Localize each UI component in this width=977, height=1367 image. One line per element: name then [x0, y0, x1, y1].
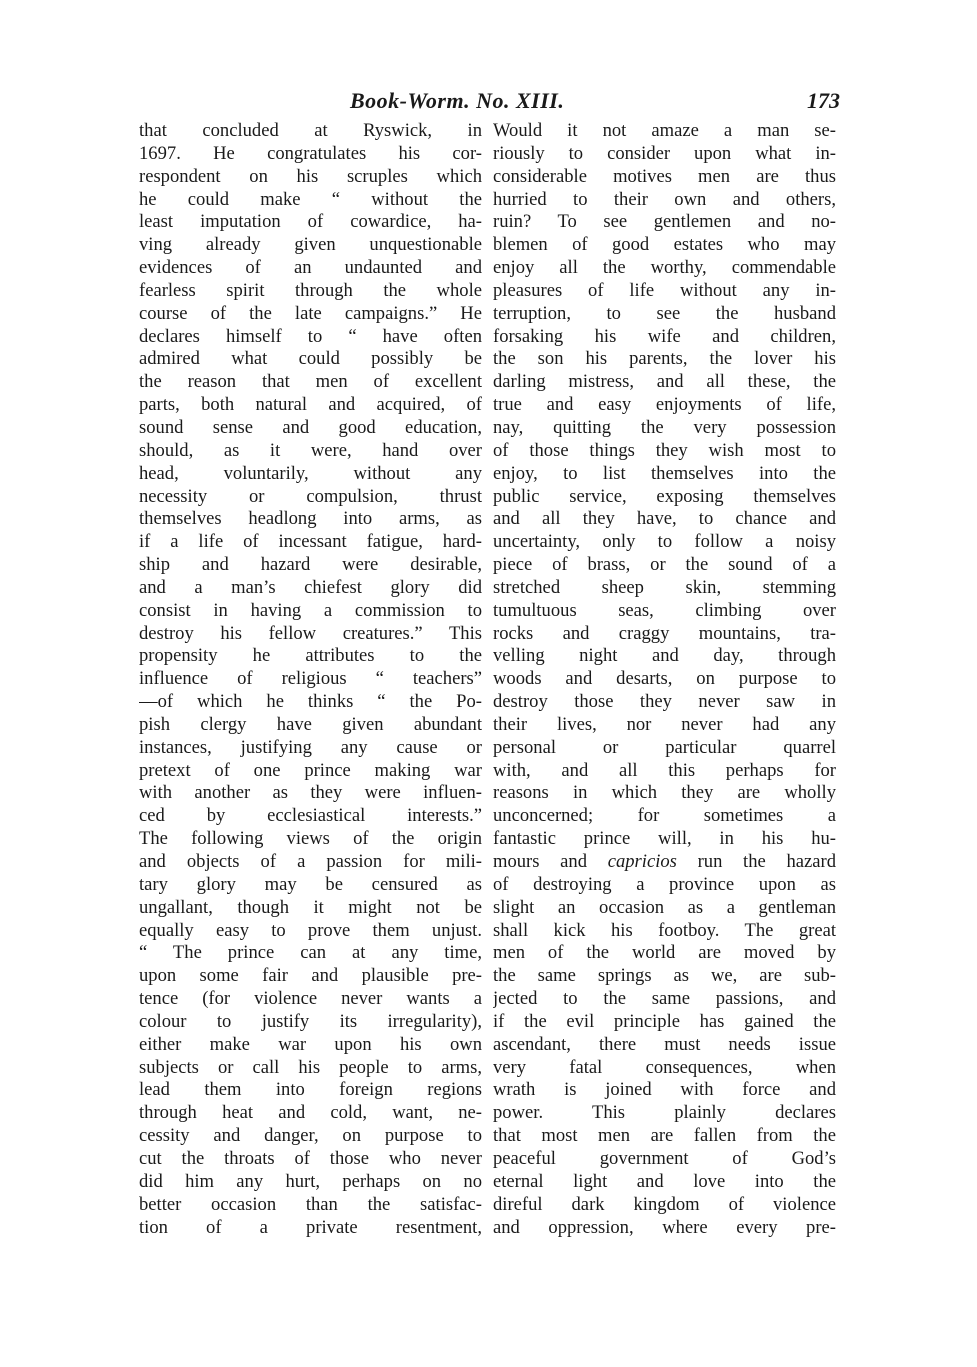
- text-line: and a man’s chiefest glory did: [139, 576, 482, 598]
- text-line: cut the throats of those who never: [139, 1147, 482, 1169]
- text-line: tence (for violence never wants a: [139, 988, 482, 1010]
- text-line: true and easy enjoyments of life,: [493, 394, 836, 416]
- text-line: of those things they wish most to: [493, 439, 836, 461]
- text-line: either make war upon his own: [139, 1033, 482, 1055]
- text-line: blemen of good estates who may: [493, 234, 836, 256]
- text-line: evidences of an undaunted and: [139, 257, 482, 279]
- text-line: uncertainty, only to follow a noisy: [493, 531, 836, 553]
- text-line: colour to justify its irregularity),: [139, 1010, 482, 1032]
- text-line: slight an occasion as a gentleman: [493, 896, 836, 918]
- text-line: the same springs as we, are sub-: [493, 965, 836, 987]
- text-line: destroy those they never saw in: [493, 691, 836, 713]
- text-line: upon some fair and plausible pre-: [139, 965, 482, 987]
- text-line: parts, both natural and acquired, of: [139, 394, 482, 416]
- text-line: equally easy to prove them unjust.: [139, 919, 482, 941]
- text-line: ving already given unquestionable: [139, 234, 482, 256]
- text-line: velling night and day, through: [493, 645, 836, 667]
- text-line: did him any hurt, perhaps on no: [139, 1170, 482, 1192]
- text-line: course of the late campaigns.” He: [139, 302, 482, 324]
- text-line: forsaking his wife and children,: [493, 325, 836, 347]
- text-line: respondent on his scruples which: [139, 165, 482, 187]
- text-line: the son his parents, the lover his: [493, 348, 836, 370]
- text-line: cessity and danger, on purpose to: [139, 1125, 482, 1147]
- text-line: considerable motives men are thus: [493, 165, 836, 187]
- right-text-column: [493, 120, 836, 1239]
- text-line: ungallant, though it might not be: [139, 896, 482, 918]
- page-header: [140, 88, 840, 120]
- text-line: he could make “ without the: [139, 188, 482, 210]
- text-line: and objects of a passion for mili-: [139, 851, 482, 872]
- text-line: fantastic prince will, in his hu-: [493, 828, 836, 850]
- text-line: rocks and craggy mountains, tra-: [493, 622, 836, 644]
- text-line: pish clergy have given abundant: [139, 713, 482, 735]
- text-line: and oppression, where every pre-: [493, 1216, 836, 1238]
- text-line: with, and all this perhaps for: [493, 759, 836, 781]
- text-line: if the evil principle has gained the: [493, 1010, 836, 1032]
- text-line: instances, justifying any cause or: [139, 736, 482, 758]
- text-line: that most men are fallen from the: [493, 1125, 836, 1147]
- text-line: influence of religious “ teachers”: [139, 668, 482, 690]
- text-line: men of the world are moved by: [493, 942, 836, 964]
- text-line: better occasion than the satisfac-: [139, 1193, 482, 1215]
- text-line: if a life of incessant fatigue, hard-: [139, 531, 482, 553]
- text-line: terruption, to see the husband: [493, 302, 836, 324]
- text-line: admired what could possibly be: [139, 348, 482, 370]
- text-line: jected to the same passions, and: [493, 988, 836, 1010]
- text-line: head, voluntarily, without any: [139, 462, 482, 484]
- text-line: should, as it were, hand over: [139, 439, 482, 461]
- text-line: tion of a private resentment,: [139, 1216, 482, 1238]
- left-text-column: [139, 120, 482, 1239]
- text-line: of destroying a province upon as: [493, 873, 836, 895]
- text-line: necessity or compulsion, thrust: [139, 485, 482, 507]
- text-line: piece of brass, or the sound of a: [493, 554, 836, 576]
- page-number: 173: [807, 88, 840, 113]
- text-line: “ The prince can at any time,: [139, 942, 482, 964]
- running-title: Book-Worm. No. XIII.: [350, 88, 565, 113]
- text-line: and all they have, to chance and: [493, 508, 836, 530]
- text-line: sound sense and good education,: [139, 416, 482, 438]
- text-line: tumultuous seas, climbing over: [493, 599, 836, 621]
- text-line: woods and desarts, on purpose to: [493, 668, 836, 690]
- text-line: darling mistress, and all these, the: [493, 371, 836, 393]
- text-line: direful dark kingdom of violence: [493, 1193, 836, 1215]
- text-line: with another as they were influen-: [139, 782, 482, 804]
- text-line: peaceful government of God’s: [493, 1147, 836, 1169]
- text-line: enjoy, to list themselves into the: [493, 462, 836, 484]
- text-line: reasons in which they are wholly: [493, 782, 836, 804]
- text-line: the reason that men of excellent: [139, 371, 482, 393]
- text-line: stretched sheep skin, stemming: [493, 576, 836, 598]
- text-line: shall kick his footboy. The great: [493, 919, 836, 941]
- text-line: lead them into foreign regions: [139, 1079, 482, 1101]
- text-line: pretext of one prince making war: [139, 759, 482, 781]
- text-line: ship and hazard were desirable,: [139, 554, 482, 576]
- text-line: destroy his fellow creatures.” This: [139, 622, 482, 644]
- text-line: that concluded at Ryswick, in: [139, 120, 482, 141]
- text-line: propensity he attributes to the: [139, 645, 482, 667]
- text-line: declares himself to “ have often: [139, 325, 482, 347]
- text-line: enjoy all the worthy, commendable: [493, 257, 836, 279]
- text-line: power. This plainly declares: [493, 1102, 836, 1124]
- text-line: public service, exposing themselves: [493, 485, 836, 507]
- text-line: wrath is joined with force and: [493, 1079, 836, 1101]
- text-line: their lives, nor never had any: [493, 713, 836, 735]
- text-line: eternal light and love into the: [493, 1170, 836, 1192]
- text-line: —of which he thinks “ the Po-: [139, 691, 482, 713]
- text-line: least imputation of cowardice, ha-: [139, 211, 482, 233]
- text-line: fearless spirit through the whole: [139, 279, 482, 301]
- text-line: ced by ecclesiastical interests.”: [139, 805, 482, 827]
- text-line: through heat and cold, want, ne-: [139, 1102, 482, 1124]
- text-line: personal or particular quarrel: [493, 736, 836, 758]
- text-line: hurried to their own and others,: [493, 188, 836, 210]
- text-line: ruin? To see gentlemen and no-: [493, 211, 836, 233]
- text-line: 1697. He congratulates his cor-: [139, 142, 482, 164]
- text-line: The following views of the origin: [139, 828, 482, 850]
- text-line: pleasures of life without any in-: [493, 279, 836, 301]
- text-line: riously to consider upon what in-: [493, 142, 836, 164]
- text-line: very fatal consequences, when: [493, 1056, 836, 1078]
- text-line: themselves headlong into arms, as: [139, 508, 482, 530]
- text-line: nay, quitting the very possession: [493, 416, 836, 438]
- text-line: consist in having a commission to: [139, 599, 482, 621]
- text-line: tary glory may be censured as: [139, 873, 482, 895]
- text-line: mours and capricios run the hazard: [493, 851, 836, 872]
- text-line: subjects or call his people to arms,: [139, 1056, 482, 1078]
- text-line: Would it not amaze a man se-: [493, 120, 836, 141]
- text-line: unconcerned; for sometimes a: [493, 805, 836, 827]
- text-line: ascendant, there must needs issue: [493, 1033, 836, 1055]
